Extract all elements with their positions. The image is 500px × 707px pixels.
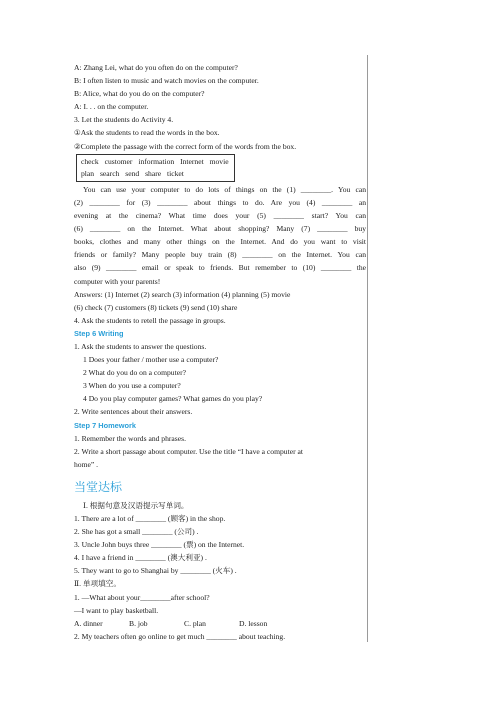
exercise-item: 5. They want to go to Shanghai by ________ (火车) . [74, 566, 237, 576]
word-box-row: check customer information Internet movie [81, 156, 229, 166]
word-box-row: plan search send share ticket [81, 169, 184, 179]
step6-heading: Step 6 Writing [74, 328, 124, 338]
homework-item: home” . [74, 459, 99, 469]
option-b: B. job [129, 618, 148, 628]
question-item: 3 When do you use a computer? [83, 381, 181, 391]
step6-intro: 1. Ask the students to answer the questions. [74, 341, 207, 351]
passage-line: also (9) ________ email or speak to friends. But remember to (10) ________ the [74, 263, 366, 273]
part2-heading: Ⅱ. 单项填空。 [74, 579, 121, 589]
exercise-item: 2. She has got a small ________ (公司) . [74, 527, 199, 537]
answer-options [74, 617, 366, 630]
homework-item: 2. Write a short passage about computer. Use the title “I have a computer at [74, 446, 303, 456]
question-item: 1 Does your father / mother use a computer? [83, 355, 219, 365]
activity-instruction: 3. Let the students do Activity 4. [74, 115, 174, 125]
answers-line: Answers: (1) Internet (2) search (3) information (4) planning (5) movie [74, 289, 291, 299]
column-divider [367, 55, 368, 642]
question-item: 4 Do you play computer games? What games do you play? [83, 394, 263, 404]
sub-instruction: ②Complete the passage with the correct form of the words from the box. [74, 141, 297, 151]
passage-line: friends or family? Many people buy train (8) ________ on the Internet. You can [74, 250, 366, 260]
exercise-item: 2. My teachers often go online to get much ________ about teaching. [74, 631, 286, 641]
dialogue-line: B: Alice, what do you do on the computer? [74, 89, 205, 99]
retell-instruction: 4. Ask the students to retell the passage in groups. [74, 315, 226, 325]
option-d: D. lesson [239, 618, 268, 628]
exercise-item: 1. There are a lot of ________ (顾客) in the shop. [74, 514, 226, 523]
passage-line: computer with your parents! [74, 276, 161, 286]
passage-line: (2) ________ for (3) ________ about things to do. Are you (4) ________ an [74, 197, 366, 207]
step6-write: 2. Write sentences about their answers. [74, 407, 193, 417]
passage-line: books, clothes and many other things on the Internet. And do you want to visit [74, 237, 366, 247]
worksheet-page [74, 61, 366, 643]
dialogue-line: A: I. . . on the computer. [74, 102, 149, 112]
sub-instruction: ①Ask the students to read the words in the box. [74, 128, 220, 138]
dialogue-line: B: I often listen to music and watch movies on the computer. [74, 76, 259, 86]
section-title: 当堂达标 [74, 479, 123, 494]
option-a: A. dinner [74, 618, 103, 628]
passage-line: You can use your computer to do lots of things on the (1) ________. You can [83, 184, 366, 194]
word-box [76, 154, 235, 182]
passage-line: evening at the cinema? What time does your (5) ________ start? You can [74, 211, 366, 221]
step7-heading: Step 7 Homework [74, 420, 137, 430]
homework-item: 1. Remember the words and phrases. [74, 433, 186, 443]
part1-heading: Ⅰ. 根据句意及汉语提示写单词。 [83, 500, 189, 510]
option-c: C. plan [184, 618, 206, 628]
exercise-item: —I want to play basketball. [74, 605, 159, 615]
passage-line: (6) ________ on the Internet. What about shopping? Many (7) ________ buy [74, 224, 366, 234]
exercise-item: 3. Uncle John buys three ________ (票) on the Internet. [74, 540, 245, 550]
exercise-item: 1. —What about your________after school? [74, 592, 210, 602]
dialogue-line: A: Zhang Lei, what do you often do on the computer? [74, 63, 238, 72]
question-item: 2 What do you do on a computer? [83, 368, 186, 378]
answers-line: (6) check (7) customers (8) tickets (9) send (10) share [74, 302, 238, 312]
exercise-item: 4. I have a friend in ________ (澳大利亚) . [74, 553, 207, 563]
passage [74, 183, 366, 288]
